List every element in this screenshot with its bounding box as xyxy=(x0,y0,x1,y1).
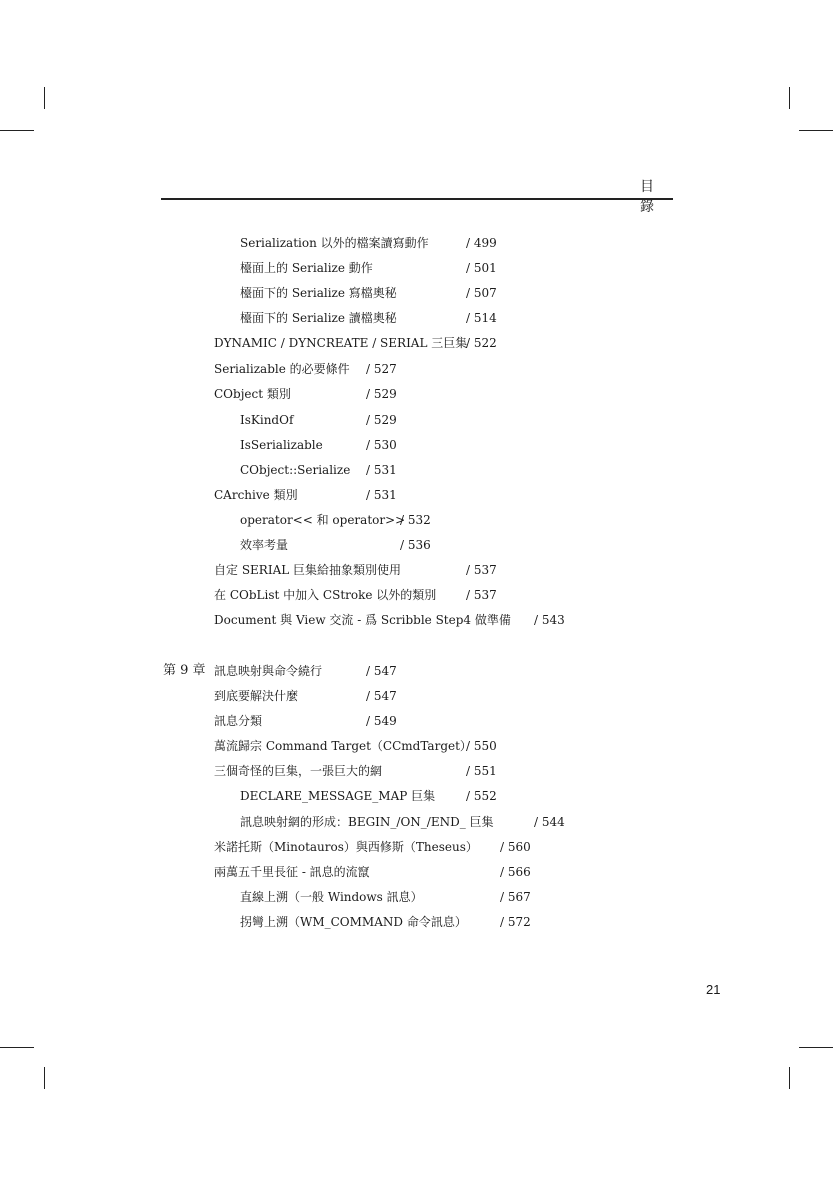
toc-entry-title: 效率考量 xyxy=(240,538,289,552)
toc-entry-title: 檯面上的 Serialize 動作 xyxy=(240,261,373,275)
toc-entry-title: 三個奇怪的巨集，一張巨大的網 xyxy=(214,764,383,778)
toc-entry-page: / 501 xyxy=(466,261,497,275)
toc-entry-page: / 529 xyxy=(366,413,397,427)
toc-entry-page: / 531 xyxy=(366,488,397,502)
toc-entry-title: 兩萬五千里長征 - 訊息的流竄 xyxy=(214,865,370,879)
page-number: 21 xyxy=(706,982,721,997)
toc-entry-title: IsSerializable xyxy=(240,438,323,452)
crop-mark xyxy=(0,130,34,131)
toc-entry-title: operator<< 和 operator>> xyxy=(240,513,406,527)
toc-entry-page: / 531 xyxy=(366,463,397,477)
toc-entry-title: 檯面下的 Serialize 寫檔奧秘 xyxy=(240,286,397,300)
toc-entry-page: / 572 xyxy=(500,915,531,929)
toc-entry-title: 訊息分類 xyxy=(214,714,263,728)
toc-entry-title: 檯面下的 Serialize 讀檔奧秘 xyxy=(240,311,397,325)
crop-mark xyxy=(44,87,45,109)
crop-mark xyxy=(44,1067,45,1089)
toc-entry-page: / 527 xyxy=(366,362,397,376)
toc-entry-page: / 547 xyxy=(366,689,397,703)
toc-entry-title: 米諾托斯（Minotauros）與西修斯（Theseus） xyxy=(214,840,478,854)
toc-entry-page: / 560 xyxy=(500,840,531,854)
chapter-label: 第 9 章 xyxy=(163,663,206,678)
toc-entry-page: / 537 xyxy=(466,588,497,602)
toc-entry-page: / 550 xyxy=(466,739,497,753)
header-rule xyxy=(161,198,673,200)
toc-entry-page: / 547 xyxy=(366,664,397,678)
toc-entry-title: DYNAMIC / DYNCREATE / SERIAL 三巨集 xyxy=(214,336,468,350)
toc-entry-page: / 532 xyxy=(400,513,431,527)
toc-entry-title: 直線上溯（一般 Windows 訊息） xyxy=(240,890,423,904)
crop-mark xyxy=(799,130,833,131)
toc-entry-title: Serialization 以外的檔案讀寫動作 xyxy=(240,236,429,250)
toc-entry-page: / 514 xyxy=(466,311,497,325)
toc-entry-title: Document 與 View 交流 - 爲 Scribble Step4 做準備 xyxy=(214,613,511,627)
toc-entry-title: DECLARE_MESSAGE_MAP 巨集 xyxy=(240,789,436,803)
toc-entry-page: / 529 xyxy=(366,387,397,401)
toc-entry-page: / 507 xyxy=(466,286,497,300)
toc-entry-title: 訊息映射與命令繞行 xyxy=(214,664,323,678)
toc-entry-page: / 567 xyxy=(500,890,531,904)
toc-entry-title: 訊息映射網的形成：BEGIN_/ON_/END_ 巨集 xyxy=(240,815,494,829)
toc-entry-page: / 566 xyxy=(500,865,531,879)
toc-entry-title: CArchive 類別 xyxy=(214,488,298,502)
toc-entry-page: / 551 xyxy=(466,764,497,778)
toc-entry-title: 在 CObList 中加入 CStroke 以外的類別 xyxy=(214,588,437,602)
toc-entry-page: / 552 xyxy=(466,789,497,803)
toc-entry-page: / 549 xyxy=(366,714,397,728)
toc-entry-title: 萬流歸宗 Command Target（CCmdTarget） xyxy=(214,739,472,753)
toc-entry-page: / 544 xyxy=(534,815,565,829)
crop-mark xyxy=(789,87,790,109)
toc-entry-page: / 537 xyxy=(466,563,497,577)
toc-entry-title: Serializable 的必要條件 xyxy=(214,362,350,376)
crop-mark xyxy=(0,1047,34,1048)
toc-entry-title: IsKindOf xyxy=(240,413,294,427)
page-header-title: 目 錄 xyxy=(640,179,658,215)
toc-entry-title: CObject 類別 xyxy=(214,387,291,401)
toc-entry-title: CObject::Serialize xyxy=(240,463,351,477)
crop-mark xyxy=(789,1067,790,1089)
toc-entry-page: / 530 xyxy=(366,438,397,452)
toc-entry-title: 拐彎上溯（WM_COMMAND 命令訊息） xyxy=(240,915,467,929)
crop-mark xyxy=(799,1047,833,1048)
toc-entry-page: / 522 xyxy=(466,336,497,350)
toc-entry-page: / 499 xyxy=(466,236,497,250)
toc-entry-page: / 543 xyxy=(534,613,565,627)
toc-entry-page: / 536 xyxy=(400,538,431,552)
toc-entry-title: 自定 SERIAL 巨集給抽象類別使用 xyxy=(214,563,402,577)
toc-entry-title: 到底要解決什麼 xyxy=(214,689,299,703)
